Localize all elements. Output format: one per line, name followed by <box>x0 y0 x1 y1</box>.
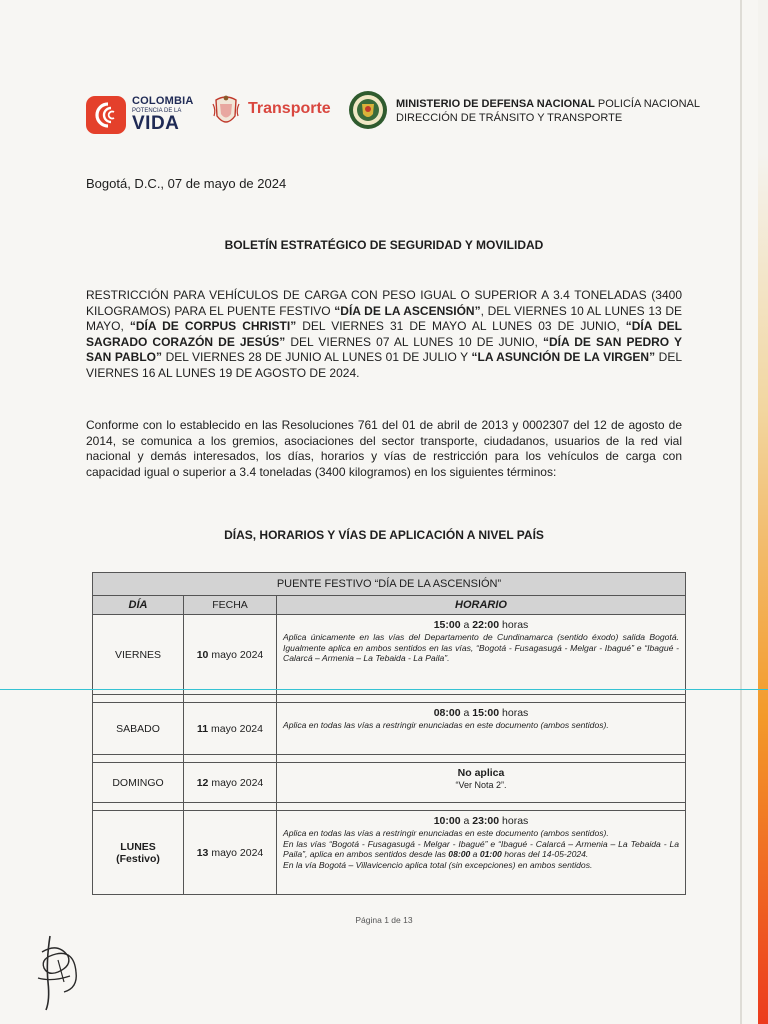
horario-start: 08:00 <box>433 707 461 719</box>
spacer-cell <box>277 695 686 703</box>
ministry-bold: MINISTERIO DE DEFENSA NACIONAL <box>396 98 595 110</box>
horario-note-2 <box>283 839 679 860</box>
intro-text-3: DEL VIERNES 31 DE MAYO AL LUNES 03 DE JUNIO, <box>296 319 626 334</box>
colombia-logo-icon <box>86 96 126 134</box>
row-fecha <box>184 703 277 755</box>
horario-mid: a <box>460 707 473 719</box>
document-date: Bogotá, D.C., 07 de mayo de 2024 <box>86 176 287 191</box>
intro-text-2: , DEL VIERNES 10 AL LUNES 13 DE MAYO, <box>86 303 682 334</box>
horario-range <box>283 815 679 827</box>
intro-text-4: DEL VIERNES 07 AL LUNES 10 DE JUNIO, <box>285 334 543 349</box>
intro-bold-4: “DÍA DE SAN PEDRO Y SAN PABLO” <box>86 334 682 365</box>
horario-note-3: En la vía Bogotá – Villavicencio aplica total (sin excepciones) en ambos sentidos. <box>283 859 593 870</box>
fecha-txt: mayo 2024 <box>208 776 264 789</box>
intro-paragraph <box>86 288 682 382</box>
bulletin-title: BOLETÍN ESTRATÉGICO DE SEGURIDAD Y MOVILIDAD <box>224 238 544 252</box>
intro-bold-1: “DÍA DE LA ASCENSIÓN” <box>334 303 481 318</box>
intro-bold-2: “DÍA DE CORPUS CHRISTI” <box>129 319 297 334</box>
colombia-logo <box>86 94 194 136</box>
coat-of-arms-icon <box>212 94 240 130</box>
scan-edge-line <box>740 0 742 1024</box>
row-fecha <box>184 763 277 803</box>
fecha-num: 12 <box>196 776 209 789</box>
fecha-txt: mayo 2024 <box>208 722 263 735</box>
no-aplica <box>283 767 679 779</box>
row-dia <box>93 811 184 895</box>
horario-range <box>283 707 679 719</box>
fecha-txt: mayo 2024 <box>208 648 264 661</box>
dia-line1: LUNES <box>120 840 156 853</box>
ver-nota: “Ver Nota 2”. <box>455 780 507 790</box>
fecha-txt: mayo 2024 <box>208 846 264 859</box>
horario-range <box>283 619 679 631</box>
spacer-cell <box>184 803 277 811</box>
transporte-label: Transporte <box>248 100 331 117</box>
horario-end: 22:00 <box>472 619 500 631</box>
dia-line2: (Festivo) <box>116 852 160 865</box>
spacer-cell <box>93 755 184 763</box>
horario-start: 10:00 <box>433 815 461 827</box>
row-horario <box>277 703 686 755</box>
horario-unit: horas <box>499 707 529 719</box>
fecha-num: 11 <box>197 722 209 735</box>
row-horario <box>277 763 686 803</box>
note2-tail: horas del 14-05-2024. <box>501 849 589 860</box>
resolutions-paragraph: Conforme con lo establecido en las Resoluciones 761 del 01 de abril de 2013 y 0002307 del 12 de agosto de 2014, se comunica a los gremios, asociaciones del sector transporte, ciudadanos, usuarios de la red vial nacional y demás interesados, los días, horarios y vías de restricción para los vehículos de carga con capacidad igual o superior a 3.4 toneladas (3400 kilogramos) en los siguientes términos: <box>86 418 682 479</box>
note2-text: En las vías “Bogotá - Fusagasugá - Melgar - Ibagué” e “Ibagué - Calarcá – Armenia – La Tebaida - La Paila”, aplica en ambos sentidos desde las <box>283 838 679 860</box>
signature-icon <box>28 932 88 1012</box>
row-horario <box>277 811 686 895</box>
row-dia: VIERNES <box>93 615 184 695</box>
colombia-logo-text <box>132 96 193 133</box>
horario-unit: horas <box>499 815 529 827</box>
spacer-cell <box>93 803 184 811</box>
table-spacer <box>93 755 686 763</box>
intro-text-5: DEL VIERNES 28 DE JUNIO AL LUNES 01 DE JULIO Y <box>162 350 472 365</box>
row-dia: DOMINGO <box>93 763 184 803</box>
table-spacer <box>93 695 686 703</box>
colombia-line3: VIDA <box>132 113 180 134</box>
schedule-table <box>92 572 686 895</box>
horario-note: Aplica en todas las vías a restringir enunciadas en este documento (ambos sentidos). <box>283 828 609 838</box>
note2-mid: a <box>470 849 480 860</box>
table-title: PUENTE FESTIVO “DÍA DE LA ASCENSIÓN” <box>93 573 686 596</box>
horario-note: Aplica únicamente en las vías del Departamento de Cundinamarca (sentido éxodo) salida Bogotá. Igualmente aplica en ambos sentidos en las vías, “Bogotá - Fusagasugá - Melgar - Ibagué” e “Ibagué - Calarcá – Armenia – La Tebaida - La Paila”. <box>283 632 679 664</box>
ministry-police: POLICÍA NACIONAL <box>594 98 700 110</box>
note2-end: 01:00 <box>479 849 502 860</box>
ministry-direction: DIRECCIÓN DE TRÁNSITO Y TRANSPORTE <box>396 112 623 124</box>
intro-bold-5: “LA ASUNCIÓN DE LA VIRGEN” <box>471 350 656 365</box>
colombia-line1: COLOMBIA <box>132 95 194 107</box>
table-row <box>93 703 686 755</box>
horario-note: Aplica en todas las vías a restringir enunciadas en este documento (ambos sentidos). <box>283 720 609 730</box>
spacer-cell <box>277 803 686 811</box>
row-fecha <box>184 811 277 895</box>
section-title: DÍAS, HORARIOS Y VÍAS DE APLICACIÓN A NIVEL PAÍS <box>224 528 544 542</box>
table-row <box>93 811 686 895</box>
table-spacer <box>93 803 686 811</box>
horario-mid: a <box>460 619 473 631</box>
column-header-fecha: FECHA <box>184 596 277 615</box>
fecha-num: 13 <box>196 846 209 859</box>
column-header-dia: DÍA <box>93 596 184 615</box>
ministry-header <box>396 97 700 125</box>
table-row <box>93 763 686 803</box>
no-aplica-label: No aplica <box>457 767 505 779</box>
horario-end: 15:00 <box>472 707 500 719</box>
spacer-cell <box>93 695 184 703</box>
colombia-line2: POTENCIA DE LA <box>132 108 182 114</box>
spacer-cell <box>184 695 277 703</box>
horario-end: 23:00 <box>472 815 500 827</box>
table-row <box>93 615 686 695</box>
intro-bold-3: “DÍA DEL SAGRADO CORAZÓN DE JESÚS” <box>86 319 683 349</box>
horario-mid: a <box>460 815 473 827</box>
police-seal-icon <box>348 90 388 130</box>
horario-unit: horas <box>499 619 529 631</box>
scan-artifact-line <box>0 689 768 690</box>
row-horario <box>277 615 686 695</box>
horario-start: 15:00 <box>433 619 461 631</box>
intro-text-1: RESTRICCIÓN PARA VEHÍCULOS DE CARGA CON PESO IGUAL O SUPERIOR A 3.4 TONELADAS (3400 KILOGRAMOS) PARA EL PUENTE FESTIVO <box>86 288 682 318</box>
column-header-horario: HORARIO <box>277 596 686 615</box>
row-dia: SABADO <box>93 703 184 755</box>
spacer-cell <box>277 755 686 763</box>
scan-edge-color <box>758 0 768 1024</box>
intro-text-6: DEL VIERNES 16 AL LUNES 19 DE AGOSTO DE 2024. <box>86 350 682 380</box>
spacer-cell <box>184 755 277 763</box>
row-fecha <box>184 615 277 695</box>
note2-start: 08:00 <box>448 849 471 860</box>
page-number: Página 1 de 13 <box>355 915 413 925</box>
fecha-num: 10 <box>196 648 209 661</box>
